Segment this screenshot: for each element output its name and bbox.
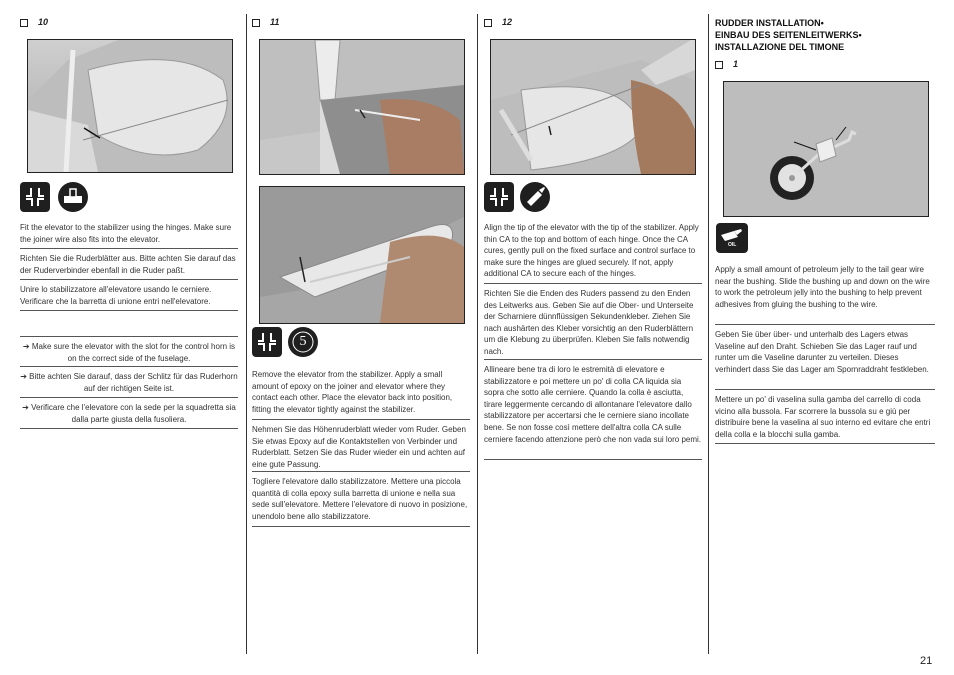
test-fit-icon — [58, 182, 88, 212]
note-it: ➔ Verificare che l'elevatore con la sede per la squadretta sia dalla parte giusta della fusoliera. — [22, 403, 236, 424]
instruction-it: Allineare bene tra di loro le estremità di elevatore e stabilizzatore e poi mettere un po' di colla CA liquida sia sopra che sotto alle cerniere. Quando la colla è asciutta, tirare leggermente cercando di allontanare l'elevatore dallo stabilizzatore per accertarsi che le cerniere siano incollate bene. Se non fosse così mettere dell'altra colla CA sulle cerniere facendo attenzione però che non vada sui loro pemi. — [484, 365, 702, 444]
hinge-icon — [484, 182, 514, 212]
instruction-it: Togliere l'elevatore dallo stabilizzatore. Mettere una piccola quantità di colla epoxy sulla barretta di unione e nella sua sede sull'elevatore. Mettere l'elevatore di nuovo in posizione, unendolo bene allo stabilizzatore. — [252, 477, 468, 521]
divider — [252, 419, 470, 420]
note-de: ➔ Bitte achten Sie darauf, dass der Schlitz für das Ruderhorn auf der richtigen Seite ist. — [20, 372, 238, 393]
divider — [20, 279, 238, 280]
divider — [20, 248, 238, 249]
epoxy-minutes-icon — [288, 327, 318, 357]
instruction-de: Richten Sie die Enden des Ruders passend zu den Enden des Leitwerks aus. Geben Sie auf die Ober- und Unterseite der Scharniere dünnflüssigen Sekundenkleber. Ziehen Sie nach aushärten des Kleber vorsichtig an den Ruderblättern um die Klebung zu überprüfen. Kleben Sie falls notwendig nach. — [484, 289, 694, 356]
oil-icon-label: OIL — [728, 242, 737, 248]
column-divider — [477, 14, 478, 654]
divider — [252, 471, 470, 472]
step-photo — [259, 39, 465, 175]
section-heading-it: INSTALLAZIONE DEL TIMONE — [715, 42, 845, 52]
oil-icon — [716, 223, 748, 253]
divider — [715, 443, 935, 444]
ca-glue-icon — [520, 182, 550, 212]
section-heading-en: RUDDER INSTALLATION• — [715, 18, 824, 28]
divider — [715, 389, 935, 390]
instruction-en: Fit the elevator to the stabilizer using the hinges. Make sure the joiner wire also fits into the elevator. — [20, 223, 232, 244]
step-number: 10 — [20, 17, 48, 27]
step-number: 1 — [715, 59, 738, 69]
hinge-icon — [252, 327, 282, 357]
checkbox-icon[interactable] — [484, 19, 492, 27]
divider — [20, 310, 238, 311]
divider — [20, 336, 238, 337]
divider — [484, 459, 702, 460]
instruction-it: Unire lo stabilizzatore all'elevatore usando le cerniere. Verificare che la barretta di unione entri nell'elevatore. — [20, 285, 212, 306]
divider — [715, 324, 935, 325]
note-en: ➔ Make sure the elevator with the slot for the control horn is on the correct side of the fuselage. — [22, 342, 236, 363]
divider — [20, 428, 238, 429]
divider — [484, 359, 702, 360]
instruction-de: Richten Sie die Ruderblätter aus. Bitte achten Sie darauf das der Ruderverbinder ebenfall in die Ruder paßt. — [20, 254, 236, 275]
checkbox-icon[interactable] — [715, 61, 723, 69]
divider — [484, 283, 702, 284]
step-photo — [259, 186, 465, 324]
instruction-en: Apply a small amount of petroleum jelly to the tail gear wire near the bushing. Slide the bushing up and down on the wire to work the petroleum jelly into the bushing to help prevent adhesives from gluing the bushing to the wire. — [715, 265, 930, 309]
checkbox-icon[interactable] — [252, 19, 260, 27]
page-number: 21 — [920, 655, 933, 667]
step-photo — [490, 39, 696, 175]
column-divider — [708, 14, 709, 654]
checkbox-icon[interactable] — [20, 19, 28, 27]
divider — [20, 366, 238, 367]
epoxy-minutes-label: 5 — [299, 334, 307, 349]
divider — [20, 397, 238, 398]
instruction-de: Geben Sie über über- und unterhalb des Lagers etwas Vaseline auf den Draht. Schieben Sie das Lager rauf und runter um die Vaseline darunter zu verteilen. Dieses verhindert dass Sie das Lager am Spornraddraht festkleben. — [715, 330, 929, 374]
step-photo — [723, 81, 929, 217]
column-divider — [246, 14, 247, 654]
instruction-en: Align the tip of the elevator with the tip of the stabilizer. Apply thin CA to the top and bottom of each hinge. Once the CA cures, gently pull on the fixed surface and control surface to make sure the hinges are glued securely. If not, apply additional CA to secure each of the hinges. — [484, 223, 699, 279]
instruction-de: Nehmen Sie das Höhenruderblatt wieder vom Ruder. Geben Sie etwas Epoxy auf die Kontaktstellen von Verbinder und Ruderblatt. Setzen Sie das Ruder wieder ein und achten auf eine gute Passung. — [252, 425, 466, 469]
instruction-en: Remove the elevator from the stabilizer. Apply a small amount of epoxy on the joiner and elevator where they contact each other. Place the elevator back into position, fitting the elevator tightly against the stabilizer. — [252, 370, 453, 414]
step-number: 12 — [484, 17, 512, 27]
instruction-it: Mettere un po' di vaselina sulla gamba del carrello di coda vicino alla bussola. Far scorrere la bussola su e giù per distribuire bene la vaselina al suo interno ed evitare che entri della colla e la blocchi sulla gamba. — [715, 395, 931, 439]
divider — [252, 526, 470, 527]
step-photo — [27, 39, 233, 173]
hinge-icon — [20, 182, 50, 212]
section-heading-de: EINBAU DES SEITENLEITWERKS• — [715, 30, 862, 40]
step-number: 11 — [252, 17, 279, 27]
